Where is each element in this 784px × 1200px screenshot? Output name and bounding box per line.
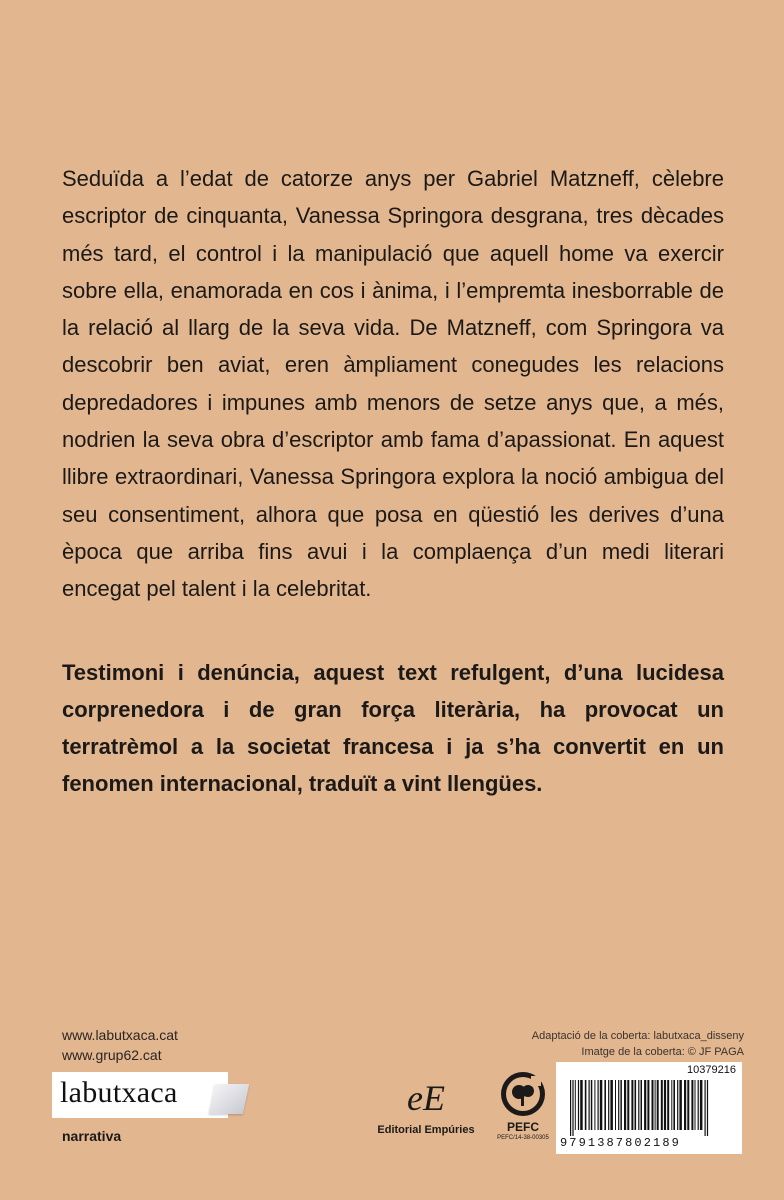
credit-adaptation: Adaptació de la coberta: labutxaca_disseny (531, 1030, 744, 1042)
website-links (62, 1025, 178, 1065)
url-grup62[interactable]: www.grup62.cat (62, 1047, 162, 1063)
barcode-bar (608, 1080, 609, 1130)
barcode-bar (638, 1080, 639, 1130)
url-labutxaca[interactable]: www.labutxaca.cat (62, 1027, 178, 1043)
barcode-bars (570, 1080, 730, 1136)
pefc-code: PEFC/14-38-00305 (497, 1135, 549, 1141)
barcode-bar (604, 1080, 606, 1130)
barcode-bar (644, 1080, 646, 1130)
barcode-bar (652, 1080, 654, 1130)
barcode-bar (695, 1080, 696, 1130)
barcode-bar (620, 1080, 622, 1130)
barcode-bar (570, 1080, 571, 1136)
blurb-paragraph-1: Seduïda a l’edat de catorze anys per Gabriel Matzneff, cèlebre escriptor de cinquanta, Vanessa Springora desgrana, tres dècades més tard, el control i la manipulació que aquell home va exercir sobre ella, enamorada en cos i ànima, i l’empremta inesborrable de la relació al llarg de la seva vida. De Matzneff, com Springora va descobrir ben aviat, eren àmpliament conegudes les relacions depredadores i impunes amb menors de setze anys que, a més, nodrien la seva obra d’escriptor amb fama d’apassionat. En aquest llibre extraordinari, Vanessa Springora explora la noció ambigua del seu consentiment, alhora que posa en qüestió les derives d’una època que arriba fins avui i la complaença d’un medi literari encegat pel talent i la celebritat. (62, 166, 724, 602)
barcode-bar (591, 1080, 593, 1130)
publisher-mark-icon (398, 1078, 454, 1118)
credit-image: Imatge de la coberta: © JF PAGA (581, 1046, 744, 1058)
pefc-label: PEFC (506, 1120, 539, 1134)
pefc-tree-icon (499, 1070, 547, 1118)
logo-page-fold (209, 1084, 249, 1114)
barcode-bar (664, 1080, 666, 1130)
barcode-bar (673, 1080, 675, 1130)
barcode-bar (624, 1080, 626, 1130)
barcode-bar (661, 1080, 663, 1130)
blurb-paragraph-2: Testimoni i denúncia, aquest text refulgent, d’una lucidesa corprenedora i de gran força literària, ha provocat un terratrèmol a la societat francesa i ja s’ha convertit en un fenomen internacional, traduït a vint llengües. (62, 659, 724, 797)
logo-text: labutxaca (60, 1076, 178, 1109)
barcode-bar (610, 1080, 613, 1130)
barcode-bar (594, 1080, 595, 1130)
barcode-bar (598, 1080, 599, 1130)
barcode-bar (700, 1080, 703, 1130)
barcode-bar (575, 1080, 576, 1130)
barcode-bar (589, 1080, 590, 1130)
barcode-bar (572, 1080, 573, 1136)
barcode-bar (691, 1080, 693, 1130)
barcode-bar (705, 1080, 706, 1136)
barcode-bar (641, 1080, 643, 1130)
barcode-bar (578, 1080, 579, 1130)
barcode-bar (615, 1080, 616, 1130)
barcode-bar (580, 1080, 583, 1130)
labutxaca-logo (52, 1068, 246, 1124)
barcode-bar (585, 1080, 587, 1130)
cover-credits (532, 1028, 744, 1060)
barcode-bar (657, 1080, 659, 1130)
barcode-bar (684, 1080, 686, 1130)
product-code: 10379216 (687, 1064, 736, 1076)
barcode-bar (677, 1080, 678, 1130)
barcode-bar (671, 1080, 672, 1130)
pefc-certification (494, 1070, 552, 1141)
barcode-bar (618, 1080, 619, 1130)
barcode-bar (707, 1080, 708, 1136)
back-cover-blurb (62, 160, 724, 803)
barcode-bar (627, 1080, 629, 1130)
barcode-bar (600, 1080, 603, 1130)
publisher-name: Editorial Empúries (377, 1124, 475, 1136)
barcode-bar (647, 1080, 649, 1130)
barcode-bar (655, 1080, 656, 1130)
barcode-bar (687, 1080, 689, 1130)
publisher-logo (370, 1078, 482, 1136)
barcode-bar (635, 1080, 637, 1130)
isbn-number: 9791387802189 (560, 1136, 681, 1150)
genre-label: narrativa (62, 1128, 122, 1144)
barcode-bar (698, 1080, 699, 1130)
isbn-barcode (556, 1062, 742, 1154)
publisher-mark-text: eE (407, 1078, 445, 1118)
barcode-bar (679, 1080, 682, 1130)
barcode-bar (667, 1080, 669, 1130)
barcode-bar (631, 1080, 633, 1130)
